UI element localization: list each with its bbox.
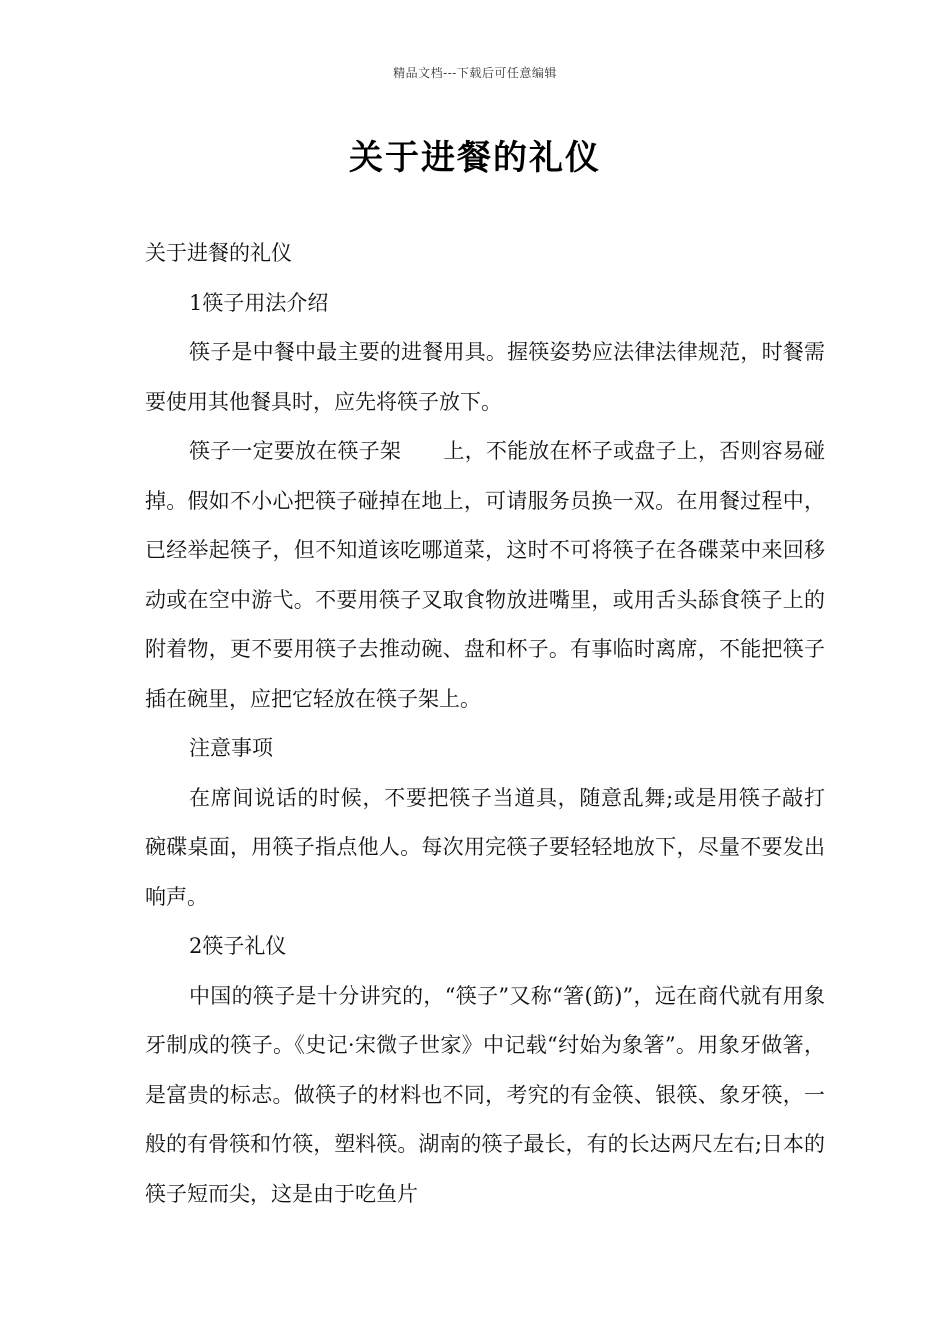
section-heading: 注意事项 [189, 736, 273, 760]
body-subtitle: 关于进餐的礼仪 [145, 241, 292, 265]
paragraph: 筷子一定要放在筷子架 上，不能放在杯子或盘子上，否则容易碰掉。假如不小心把筷子碰掉在地上，可请服务员换一双。在用餐过程中，已经举起筷子，但不知道该吃哪道菜，这时不可将筷子在各碟菜中来回移动或在空中游弋。不要用筷子叉取食物放进嘴里，或用舌头舔食筷子上的附着物，更不要用筷子去推动碗、盘和杯子。有事临时离席，不能把筷子插在碗里，应把它轻放在筷子架上。 [145, 439, 825, 711]
document-body [145, 229, 825, 1219]
section-heading: 2筷子礼仪 [189, 934, 287, 958]
document-title: 关于进餐的礼仪 [349, 138, 601, 178]
paragraph: 筷子是中餐中最主要的进餐用具。握筷姿势应法律法律规范，时餐需要使用其他餐具时，应先将筷子放下。 [145, 340, 825, 414]
paragraph: 在席间说话的时候，不要把筷子当道具，随意乱舞;或是用筷子敲打碗碟桌面，用筷子指点他人。每次用完筷子要轻轻地放下，尽量不要发出响声。 [145, 785, 825, 909]
page-header: 精品文档---下载后可任意编辑 [393, 66, 557, 80]
paragraph: 中国的筷子是十分讲究的，“筷子”又称“箸(筯)”，远在商代就有用象牙制成的筷子。《史记·宋微子世家》中记载“纣始为象箸”。用象牙做箸，是富贵的标志。做筷子的材料也不同，考究的有金筷、银筷、象牙筷，一般的有骨筷和竹筷，塑料筷。湖南的筷子最长，有的长达两尺左右;日本的筷子短而尖，这是由于吃鱼片 [145, 983, 825, 1206]
section-heading: 1筷子用法介绍 [189, 290, 329, 315]
